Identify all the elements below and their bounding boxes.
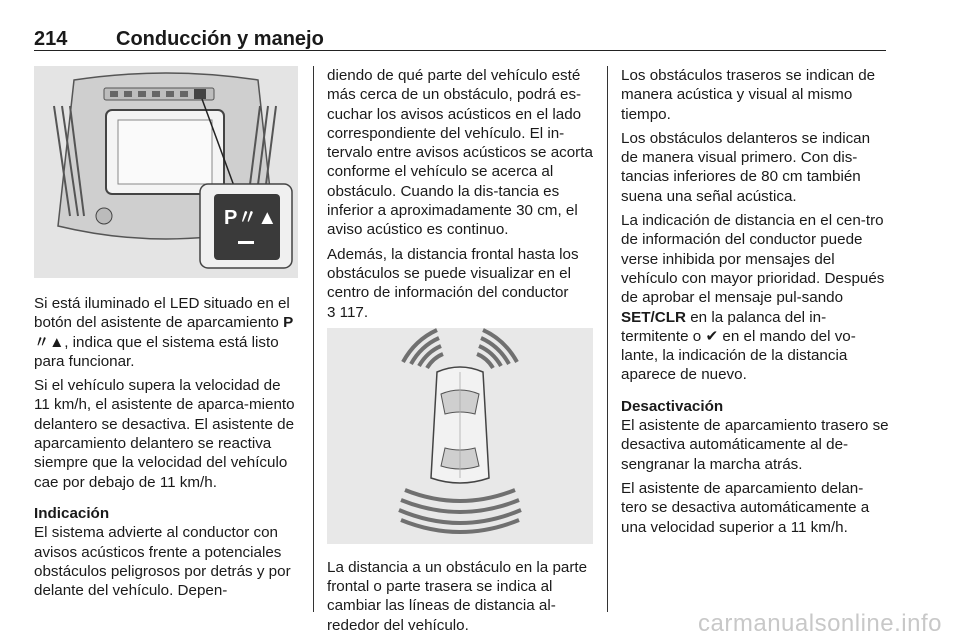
- heading-desactivacion: Desactivación: [621, 397, 724, 415]
- heading-indicacion: Indicación: [34, 504, 110, 522]
- dashboard-figure: [34, 66, 298, 278]
- page-title: Conducción y manejo: [116, 28, 324, 50]
- column-3: [621, 66, 889, 542]
- watermark: carmanualsonline.info: [698, 610, 942, 637]
- c3-p5: El asistente de aparcamiento delan-tero se desactiva automáticamente a una velocidad superior a 11 km/h.: [621, 479, 870, 536]
- c3-p3c: en el mando del vo-lante, la indicación de la distancia aparece de nuevo.: [621, 327, 856, 384]
- c1-p1: Si está iluminado el LED situado en el botón del asistente de aparcamiento: [34, 295, 290, 332]
- park-assist-icon: P〃▲: [34, 314, 294, 351]
- page-header: [34, 16, 886, 52]
- column-divider-1: [313, 66, 314, 612]
- c3-p1: Los obstáculos traseros se indican de manera acústica y visual al mismo tiempo.: [621, 67, 876, 123]
- page-number: 214: [34, 28, 68, 50]
- c3-p3a: La indicación de distancia en el cen-tro de información del conductor puede verse inhibida por mensajes del vehículo con mayor prioridad. Después de aprobar el mensaje pul-sando: [621, 212, 885, 307]
- c3-p3b: en la palanca del in-termitente o: [621, 308, 827, 345]
- park-button-icon: P〃▲: [224, 207, 278, 229]
- column-divider-2: [607, 66, 608, 612]
- checkmark-icon: ✔: [705, 327, 719, 345]
- c2-p1: diendo de qué parte del vehículo esté más cerca de un obstáculo, podrá es-cuchar los avisos acústicos en el lado correspondiente del vehículo. El in-tervalo entre avisos acústicos se acorta conforme el vehículo se acerca al obstáculo. Cuando la dis-tancia es inferior a aproximadamente 30 cm, el aviso acústico es continuo.: [327, 67, 593, 239]
- c3-p2: Los obstáculos delanteros se indican de manera visual primero. Con dis-tancias inferiores de 80 cm también suena una señal acústica.: [621, 129, 871, 205]
- c2-p2: Además, la distancia frontal hasta los obstáculos se puede visualizar en el centro de información del conductor: [327, 245, 579, 302]
- column-1: [34, 66, 300, 605]
- c1-p1-cont: , indica que el sistema está listo para funcionar.: [34, 333, 279, 370]
- c2-p2-ref: 3 117.: [327, 303, 369, 321]
- header-rule: [34, 50, 886, 51]
- column-2: [327, 66, 593, 640]
- c2-p3: La distancia a un obstáculo en la parte frontal o parte trasera se indica al cambiar las líneas de distancia al-rededor del vehículo.: [327, 558, 588, 634]
- c3-p4: El asistente de aparcamiento trasero se desactiva automáticamente al de-sengranar la marcha atrás.: [621, 417, 889, 473]
- c1-p2: Si el vehículo supera la velocidad de 11 km/h, el asistente de aparca-miento delantero se desactiva. El asistente de aparcamiento delantero se reactiva siempre que la velocidad del vehículo cae por debajo de 11 km/h.: [34, 377, 295, 491]
- c1-p3: El sistema advierte al conductor con avisos acústicos frente a potenciales obstáculos peligrosos por detrás y por delante del vehículo. Depen-: [34, 524, 291, 600]
- car-sensor-figure: [327, 328, 593, 544]
- park-button-led: [238, 241, 254, 244]
- key-set-clr: SET/CLR: [621, 308, 686, 326]
